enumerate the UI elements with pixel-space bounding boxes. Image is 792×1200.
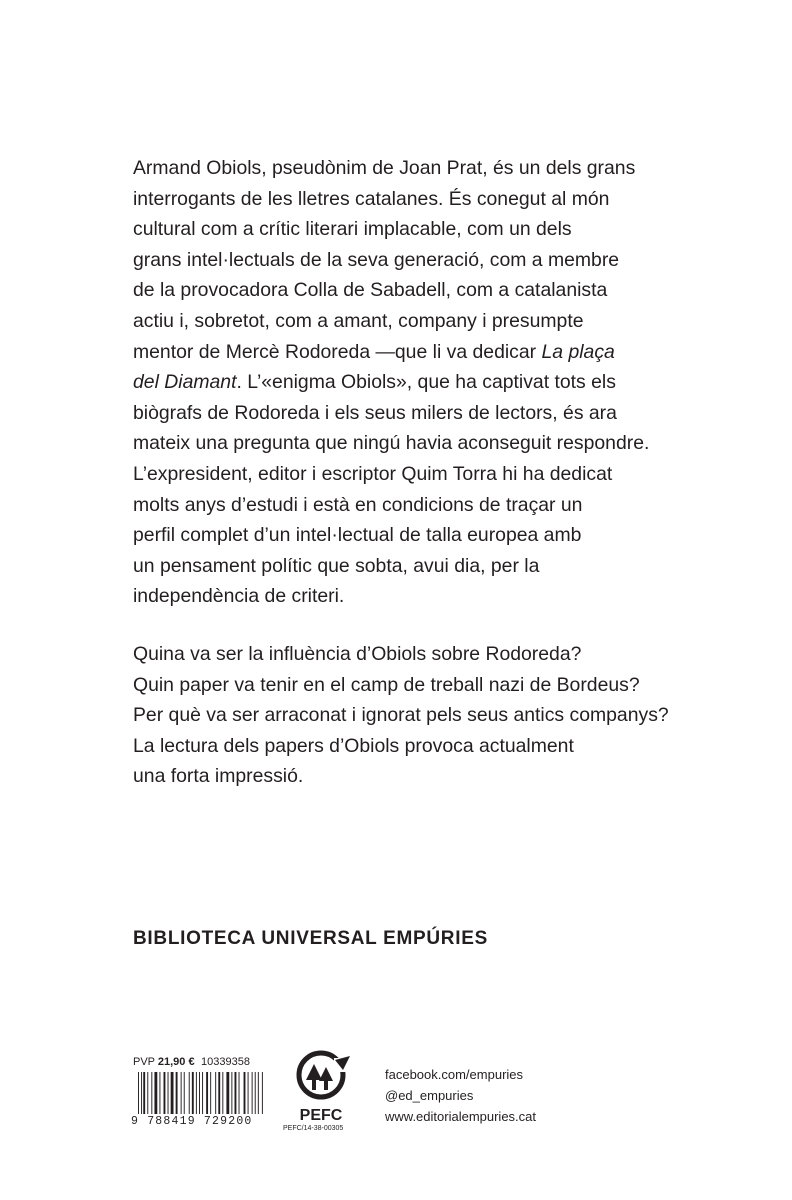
blurb-line [133,337,693,368]
barcode-icon [137,1072,263,1114]
blurb-line: Per què va ser arraconat i ignorat pels seus antics companys? [133,704,669,727]
blurb-line [133,367,693,398]
price-info [133,1056,263,1068]
blurb-line: Quin paper va tenir en el camp de treball nazi de Bordeus? [133,673,640,696]
blurb-line: La lectura dels papers d’Obiols provoca actualment [133,734,574,757]
website-link: www.editorialempuries.cat [385,1109,537,1124]
twitter-handle: @ed_empuries [385,1088,474,1103]
facebook-link: facebook.com/empuries [385,1067,524,1082]
blurb-line: un pensament polític que sobta, avui dia, per la [133,554,540,577]
blurb-line: L’expresident, editor i escriptor Quim Torra hi ha dedicat [133,462,613,485]
isbn-number: 9 788419 729200 [131,1115,253,1128]
pefc-label: PEFC [299,1107,343,1124]
blurb-text-run: . L’«enigma Obiols», que ha captivat tots els [236,371,616,394]
blurb-line: actiu i, sobretot, com a amant, company i presumpte [133,309,584,332]
blurb-line: grans intel·lectuals de la seva generació, com a membre [133,248,620,271]
blurb-line: Quina va ser la influència d’Obiols sobre Rodoreda? [133,642,582,665]
blurb-line: biògrafs de Rodoreda i els seus milers de lectors, és ara [133,401,617,424]
book-title-italic: La plaça [541,340,615,363]
blurb-line: independència de criteri. [133,585,345,608]
price-value: 21,90 € [157,1056,195,1068]
blurb-line: Armand Obiols, pseudònim de Joan Prat, és un dels grans [133,157,636,179]
pefc-code: PEFC/14-38-00305 [283,1125,344,1132]
product-code: 10339358 [201,1056,250,1068]
pefc-logo-icon [290,1050,352,1124]
blurb-line: una forta impressió. [133,765,304,788]
blurb-line: perfil complet d’un intel·lectual de talla europea amb [133,524,582,547]
blurb-line: interrogants de les lletres catalanes. És conegut al món [133,187,610,210]
blurb-line: molts anys d’estudi i està en condicions de traçar un [133,493,583,516]
publisher-contacts [385,1064,536,1127]
blurb-text-run: mentor de Mercè Rodoreda —que li va dedicar [133,340,542,363]
blurb-line: de la provocadora Colla de Sabadell, com a catalanista [133,279,608,302]
blurb-line: mateix una pregunta que ningú havia aconseguit respondre. [133,432,650,455]
series-name: BIBLIOTECA UNIVERSAL EMPÚRIES [133,928,488,949]
blurb-text [133,153,693,792]
blurb-line: cultural com a crític literari implacable, com un dels [133,218,572,241]
blurb-paragraph-2 [133,639,693,792]
book-title-italic: del Diamant [133,371,237,394]
price-label: PVP [133,1056,155,1068]
